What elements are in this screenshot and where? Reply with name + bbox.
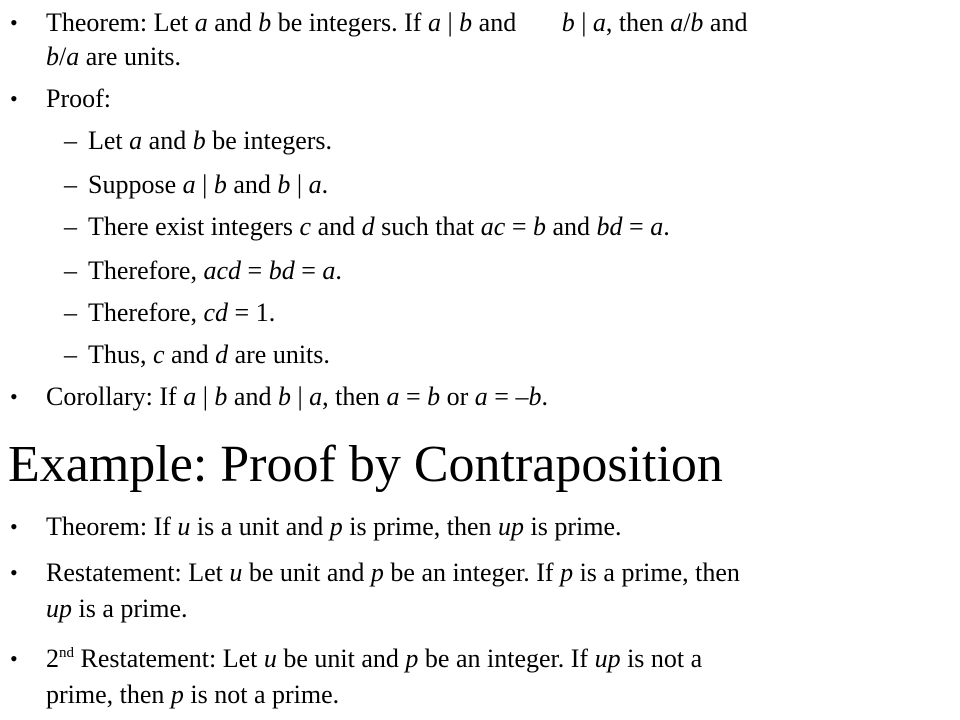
proof-step-2: Suppose a | b and b | a.	[88, 170, 329, 199]
unit-theorem-line: Theorem: If u is a unit and p is prime, then up is prime.	[46, 512, 622, 541]
proof-label: Proof:	[46, 84, 111, 113]
restatement-line: Restatement: Let u be unit and p be an integer. If p is a prime, then	[46, 558, 740, 587]
dash-icon: –	[64, 212, 77, 241]
proof-step-4: Therefore, acd = bd = a.	[88, 256, 342, 285]
second-restatement-line-continued: prime, then p is not a prime.	[46, 680, 340, 709]
dash-icon: –	[64, 256, 77, 285]
second-restatement-line: 2nd Restatement: Let u be unit and p be an integer. If up is not a	[46, 644, 703, 673]
section-heading: Example: Proof by Contraposition	[8, 436, 723, 493]
bullet-icon: •	[10, 86, 18, 111]
restatement-line-continued: up is a prime.	[46, 594, 188, 623]
bullet-icon: •	[10, 10, 18, 35]
dash-icon: –	[64, 126, 77, 155]
corollary-line: Corollary: If a | b and b | a, then a = b or a = –b.	[46, 382, 548, 411]
bullet-icon: •	[10, 646, 18, 671]
proof-step-5: Therefore, cd = 1.	[88, 298, 276, 327]
theorem-line: Theorem: Let a and b be integers. If a | b and b | a, then a/b and	[46, 8, 748, 37]
proof-step-1: Let a and b be integers.	[88, 126, 333, 155]
bullet-icon: •	[10, 384, 18, 409]
theorem-line-continued: b/a are units.	[46, 42, 182, 71]
proof-step-3: There exist integers c and d such that ac = b and bd = a.	[88, 212, 670, 241]
dash-icon: –	[64, 298, 77, 327]
ordinal-superscript: nd	[59, 645, 74, 661]
bullet-icon: •	[10, 560, 18, 585]
bullet-icon: •	[10, 514, 18, 539]
dash-icon: –	[64, 340, 77, 369]
dash-icon: –	[64, 170, 77, 199]
proof-step-6: Thus, c and d are units.	[88, 340, 330, 369]
